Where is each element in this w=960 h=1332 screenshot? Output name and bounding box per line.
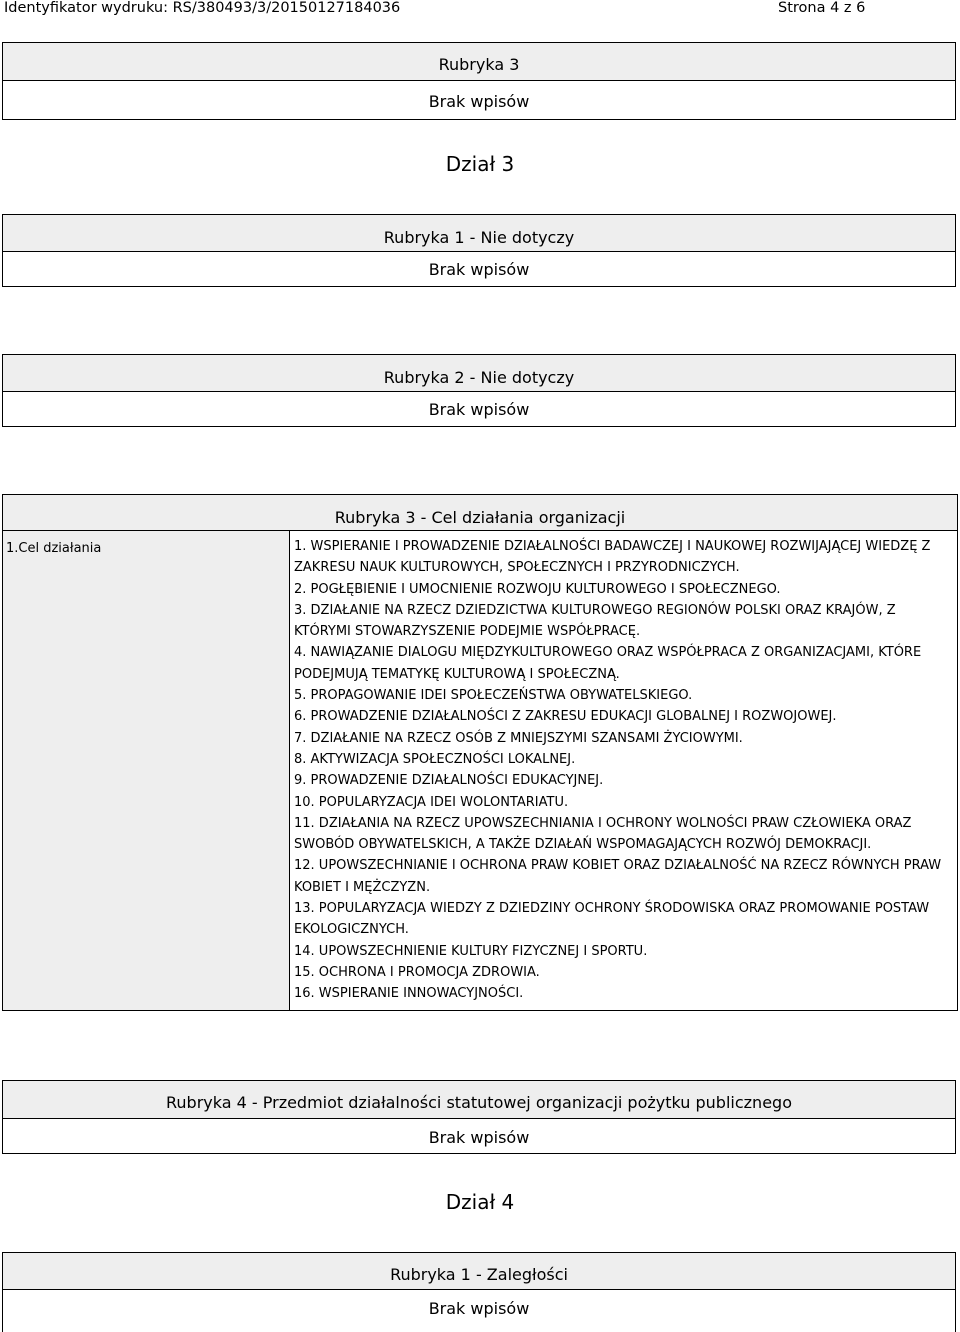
rubric-title: Rubryka 2 - Nie dotyczy (3, 355, 955, 392)
goal-item: 14. UPOWSZECHNIENIE KULTURY FIZYCZNEJ I SPORTU. (294, 943, 648, 959)
goal-item: 11. DZIAŁANIA NA RZECZ UPOWSZECHNIANIA I OCHRONY WOLNOŚCI PRAW CZŁOWIEKA ORAZ SWOBÓD OBYWATELSKICH, A TAKŻE DZIAŁAŃ WSPOMAGAJĄCYCH ROZWÓJ DEMOKRACJI. (294, 815, 912, 853)
section-heading-dzial-3: Dział 3 (445, 152, 515, 176)
rubric-1-dzial-4 (2, 1252, 956, 1332)
goal-item: 1. WSPIERANIE I PROWADZENIE DZIAŁALNOŚCI BADAWCZEJ I NAUKOWEJ ROZWIJAJĄCEJ WIEDZĘ Z ZAKRESU NAUK KULTUROWYCH, SPOŁECZNYCH I PRZYRODNICZYCH. (294, 539, 931, 576)
rubric-2-dzial-3 (2, 354, 956, 427)
rubric-3-top (2, 42, 956, 120)
rubric-title: Rubryka 1 - Nie dotyczy (3, 215, 955, 252)
rubric-body: Brak wpisów (428, 92, 530, 111)
goal-item: 15. OCHRONA I PROMOCJA ZDROWIA. (294, 964, 540, 980)
goal-item: 2. POGŁĘBIENIE I UMOCNIENIE ROZWOJU KULTUROWEGO I SPOŁECZNEGO. (294, 581, 781, 597)
rubric-title: Rubryka 4 - Przedmiot działalności statutowej organizacji pożytku publicznego (3, 1081, 955, 1119)
rubric-title: Rubryka 3 (3, 43, 955, 81)
rubric-body: Brak wpisów (428, 400, 530, 419)
goal-item: 12. UPOWSZECHNIANIE I OCHRONA PRAW KOBIET ORAZ DZIAŁALNOŚĆ NA RZECZ RÓWNYCH PRAW KOBIET I MĘŻCZYZN. (294, 858, 942, 895)
rubric-3-dzial-3 (2, 494, 958, 1011)
page-number: Strona 4 z 6 (778, 0, 866, 16)
goal-item: 9. PROWADZENIE DZIAŁALNOŚCI EDUKACYJNEJ. (294, 773, 604, 789)
field-label-cel-dzialania: 1.Cel działania (6, 541, 102, 556)
goal-item: 3. DZIAŁANIE NA RZECZ DZIEDZICTWA KULTUROWEGO REGIONÓW POLSKI ORAZ KRAJÓW, Z KTÓRYMI STOWARZYSZENIE PODEJMIE WSPÓŁPRACĘ. (294, 602, 896, 640)
rubric-4-dzial-3 (2, 1080, 956, 1154)
goal-item: 8. AKTYWIZACJA SPOŁECZNOŚCI LOKALNEJ. (294, 751, 576, 767)
rubric-title: Rubryka 1 - Zaległości (3, 1253, 955, 1290)
goal-item: 5. PROPAGOWANIE IDEI SPOŁECZEŃSTWA OBYWATELSKIEGO. (294, 688, 693, 704)
goal-item: 16. WSPIERANIE INNOWACYJNOŚCI. (294, 986, 524, 1002)
goals-list (289, 531, 957, 1010)
rubric-1-dzial-3 (2, 214, 956, 287)
goal-item: 4. NAWIĄZANIE DIALOGU MIĘDZYKULTUROWEGO ORAZ WSPÓŁPRACA Z ORGANIZACJAMI, KTÓRE PODEJMUJĄ TEMATYKĘ KULTUROWĄ I SPOŁECZNĄ. (294, 645, 922, 682)
goal-item: 6. PROWADZENIE DZIAŁALNOŚCI Z ZAKRESU EDUKACJI GLOBALNEJ I ROZWOJOWEJ. (294, 709, 837, 725)
section-heading-dzial-4: Dział 4 (445, 1190, 515, 1214)
goal-item: 13. POPULARYZACJA WIEDZY Z DZIEDZINY OCHRONY ŚRODOWISKA ORAZ PROMOWANIE POSTAW EKOLOGICZNYCH. (294, 901, 930, 938)
goal-item: 7. DZIAŁANIE NA RZECZ OSÓB Z MNIEJSZYMI SZANSAMI ŻYCIOWYMI. (294, 730, 743, 746)
goal-item: 10. POPULARYZACJA IDEI WOLONTARIATU. (294, 794, 569, 810)
print-header (0, 0, 960, 16)
rubric-body: Brak wpisów (428, 1128, 530, 1147)
print-identifier: Identyfikator wydruku: RS/380493/3/20150127184036 (4, 0, 401, 16)
rubric-body: Brak wpisów (428, 1299, 530, 1318)
rubric-title: Rubryka 3 - Cel działania organizacji (3, 495, 957, 531)
rubric-body: Brak wpisów (428, 260, 530, 279)
